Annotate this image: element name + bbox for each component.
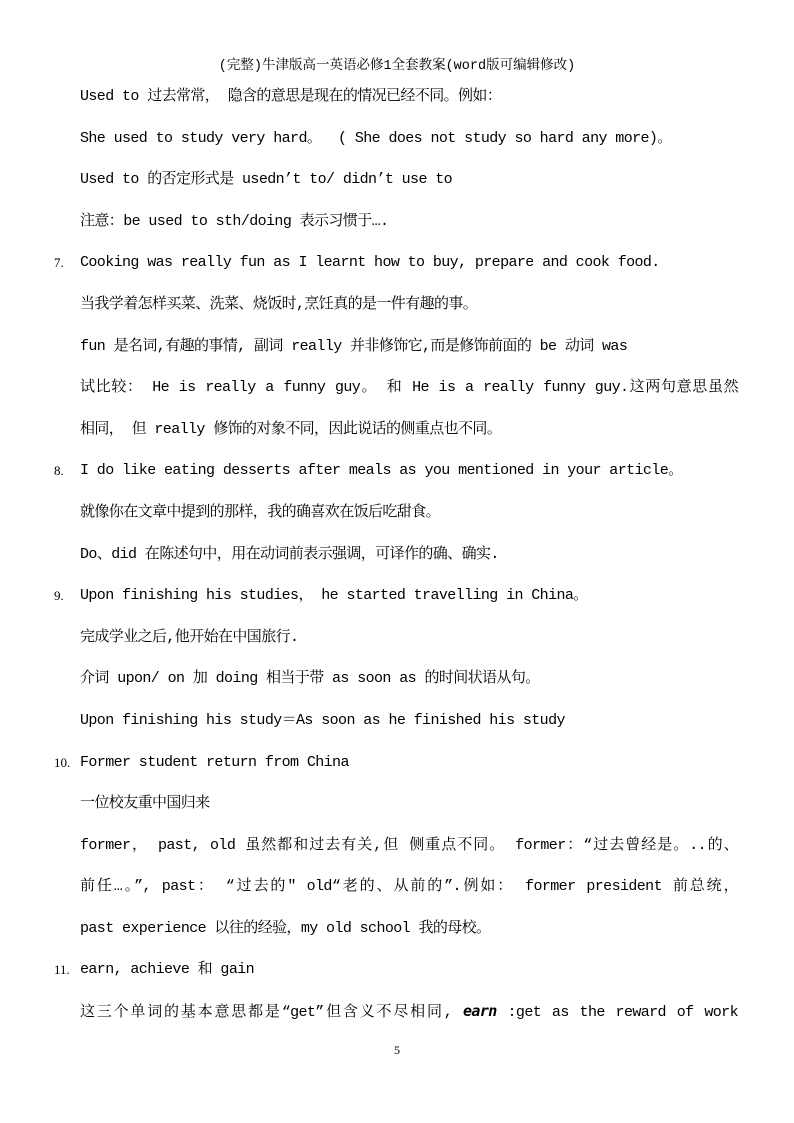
text-line: [80, 326, 738, 368]
text-line: [80, 908, 738, 950]
text-line: [80, 991, 738, 1033]
line-text: past experience 以往的经验，my old school 我的母校。: [80, 919, 491, 937]
text-line: [80, 866, 738, 908]
line-text: 介词 upon/ on 加 doing 相当于带 as soon as 的时间状语从句。: [80, 670, 540, 688]
text-line: [80, 76, 738, 118]
item-number: 10.: [54, 754, 71, 770]
line-text: 当我学着怎样买菜、洗菜、烧饭时,烹饪真的是一件有趣的事。: [80, 295, 478, 313]
text-line: [80, 783, 738, 825]
numbered-item-line: [54, 949, 738, 991]
line-text: 一位校友重中国归来: [80, 795, 210, 813]
line-text: Former student return from China: [80, 753, 349, 771]
line-text: Upon finishing his study＝As soon as he finished his study: [80, 711, 565, 729]
item-number: 7.: [54, 255, 64, 271]
text-line: [80, 617, 738, 659]
line-text: 完成学业之后,他开始在中国旅行.: [80, 628, 299, 646]
line-text: Used to 的否定形式是 usedn’t to/ didn’t use to: [80, 171, 453, 189]
line-text: fun 是名词,有趣的事情, 副词 really 并非修饰它,而是修饰前面的 be 动词 was: [80, 337, 628, 355]
text-line: [80, 409, 738, 451]
line-text: Upon finishing his studies， he started travelling in China。: [80, 587, 588, 605]
numbered-item-line: [54, 242, 738, 284]
text-line: [80, 658, 738, 700]
line-text: 试比较： He is really a funny guy。 和 He is a really funny guy.这两句意思虽然: [80, 379, 738, 397]
text-line: [80, 201, 738, 243]
text-line: [80, 367, 738, 409]
document-header-title: (完整)牛津版高一英语必修1全套教案(word版可编辑修改): [218, 59, 576, 74]
text-line: [80, 534, 738, 576]
line-text: 就像你在文章中提到的那样，我的确喜欢在饭后吃甜食。: [80, 503, 441, 521]
line-text: former， past, old 虽然都和过去有关,但 侧重点不同。 former：“过去曾经是。..的、: [80, 836, 738, 854]
line-text: Used to 过去常常， 隐含的意思是现在的情况已经不同。例如：: [80, 88, 502, 105]
line-text: Cooking was really fun as I learnt how to buy, prepare and cook food.: [80, 254, 660, 272]
line-text: I do like eating desserts after meals as you mentioned in your article。: [80, 462, 683, 480]
text-line: [80, 700, 738, 742]
page-number: 5: [394, 1043, 400, 1057]
text-line: [80, 159, 738, 201]
line-text: Do、did 在陈述句中，用在动词前表示强调，可译作的确、确实.: [80, 545, 499, 563]
item-number: 8.: [54, 463, 64, 479]
line-text: 前任…。”, past： “过去的" old“老的、从前的”.例如： former president 前总统，: [80, 878, 738, 896]
numbered-item-line: [54, 450, 738, 492]
emphasized-term: earn: [462, 1002, 497, 1021]
numbered-item-line: [54, 742, 738, 784]
document-body: [54, 76, 738, 1033]
item-number: 9.: [54, 588, 64, 604]
text-line: [80, 118, 738, 160]
line-text: 相同， 但 really 修饰的对象不同，因此说话的侧重点也不同。: [80, 420, 502, 438]
line-text: earn, achieve 和 gain: [80, 961, 255, 979]
line-text: [80, 991, 738, 1033]
line-text: She used to study very hard。 ( She does not study so hard any more)。: [80, 129, 672, 147]
numbered-item-line: [54, 575, 738, 617]
line-text-before: 这三个单词的基本意思都是“get”但含义不尽相同,: [80, 1004, 463, 1022]
item-number: 11.: [54, 962, 70, 978]
text-line: [80, 492, 738, 534]
line-text-after: :get as the reward of work: [496, 1004, 738, 1022]
text-line: [80, 825, 738, 867]
line-text: 注意：be used to sth/doing 表示习惯于….: [80, 212, 389, 230]
text-line: [80, 284, 738, 326]
